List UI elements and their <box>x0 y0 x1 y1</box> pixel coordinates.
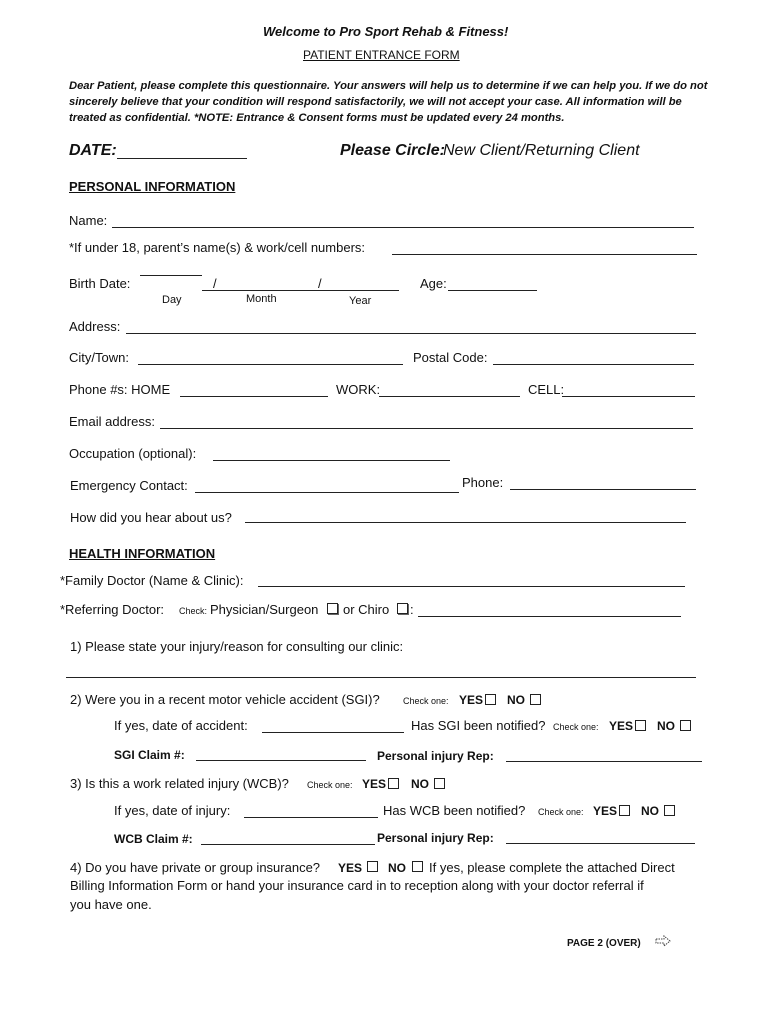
q4-instruction-line-3: you have one. <box>70 897 152 912</box>
age-label: Age: <box>420 276 447 291</box>
q3-label: 3) Is this a work related injury (WCB)? <box>70 776 289 791</box>
q4-yes-label: YES <box>338 861 363 875</box>
q4-label: 4) Do you have private or group insurance? <box>70 860 321 875</box>
q4-yes-checkbox[interactable] <box>367 861 378 872</box>
chiro-option-label: or Chiro <box>343 602 390 617</box>
q4-no-label: NO <box>388 861 406 875</box>
page-number: PAGE 2 (OVER) <box>567 938 641 949</box>
q2-notified-no-label: NO <box>657 719 675 733</box>
q2-notified-check-one-caption: Check one: <box>553 722 599 732</box>
email-field[interactable] <box>160 428 693 429</box>
q2-label: 2) Were you in a recent motor vehicle accident (SGI)? <box>70 692 380 707</box>
birth-date-label: Birth Date: <box>69 276 131 291</box>
intro-paragraph: Dear Patient, please complete this questionnaire. Your answers will help us to determine if we can help you. If we do not sincerely believe that your condition will respond satisfactorily, we will not accept your case. All information will be treated as confidential. *NOTE: Entrance & Consent forms must be updated every 24 months. <box>69 80 708 124</box>
wcb-personal-rep-field[interactable] <box>506 843 695 844</box>
q2-date-field[interactable] <box>262 732 404 733</box>
q2-yes-label: YES <box>459 693 484 707</box>
sgi-personal-rep-field[interactable] <box>506 761 702 762</box>
name-field[interactable] <box>112 227 694 228</box>
referring-doctor-label: *Referring Doctor: <box>60 602 165 617</box>
q2-no-label: NO <box>507 693 525 707</box>
phone-cell-field[interactable] <box>562 396 695 397</box>
q4-instruction-line-2: Billing Information Form or hand your insurance card in to reception along with your doctor referral if <box>70 878 644 893</box>
postal-label: Postal Code: <box>413 350 488 365</box>
chiro-checkbox[interactable] <box>397 603 408 614</box>
phone-cell-label: CELL: <box>528 382 565 397</box>
q3-date-field[interactable] <box>244 817 378 818</box>
personal-info-heading: PERSONAL INFORMATION <box>69 179 236 194</box>
form-title: PATIENT ENTRANCE FORM <box>303 48 460 62</box>
address-label: Address: <box>69 319 121 334</box>
referring-doctor-field[interactable] <box>418 616 681 617</box>
address-field[interactable] <box>126 333 696 334</box>
q4-instruction: If yes, please complete the attached Direct <box>429 860 675 875</box>
q3-notified-label: Has WCB been notified? <box>383 803 526 818</box>
emergency-contact-field[interactable] <box>195 492 459 493</box>
emergency-phone-field[interactable] <box>510 489 696 490</box>
birth-date-overline <box>140 275 202 276</box>
please-circle-label: Please Circle: <box>340 142 445 159</box>
q2-notified-yes-checkbox[interactable] <box>635 720 646 731</box>
next-page-arrow-icon <box>655 935 671 947</box>
birth-date-slash-1: / <box>213 276 217 291</box>
sgi-claim-field[interactable] <box>196 760 366 761</box>
parent-field[interactable] <box>392 254 697 255</box>
wcb-claim-label: WCB Claim #: <box>114 832 193 846</box>
q2-date-label: If yes, date of accident: <box>114 718 248 733</box>
q2-notified-yes-label: YES <box>609 719 634 733</box>
city-field[interactable] <box>138 364 403 365</box>
physician-checkbox[interactable] <box>327 603 338 614</box>
emergency-phone-label: Phone: <box>462 475 504 490</box>
q3-yes-label: YES <box>362 777 387 791</box>
q3-notified-no-checkbox[interactable] <box>664 805 675 816</box>
age-field[interactable] <box>448 290 537 291</box>
q1-answer-field[interactable] <box>66 677 696 678</box>
day-caption: Day <box>162 294 182 306</box>
city-label: City/Town: <box>69 350 129 365</box>
postal-field[interactable] <box>493 364 694 365</box>
name-label: Name: <box>69 213 108 228</box>
physician-option-label: Physician/Surgeon <box>210 602 319 617</box>
wcb-claim-field[interactable] <box>201 844 375 845</box>
phone-home-label: Phone #s: HOME <box>69 382 171 397</box>
sgi-personal-rep-label: Personal injury Rep: <box>377 749 494 763</box>
month-caption: Month <box>246 293 277 305</box>
q3-yes-checkbox[interactable] <box>388 778 399 789</box>
q3-no-label: NO <box>411 777 429 791</box>
q2-yes-checkbox[interactable] <box>485 694 496 705</box>
q3-date-label: If yes, date of injury: <box>114 803 231 818</box>
birth-date-field[interactable] <box>202 290 399 291</box>
birth-date-slash-2: / <box>318 276 322 291</box>
occupation-field[interactable] <box>213 460 450 461</box>
wcb-personal-rep-label: Personal injury Rep: <box>377 831 494 845</box>
phone-work-field[interactable] <box>379 396 520 397</box>
q2-notified-no-checkbox[interactable] <box>680 720 691 731</box>
occupation-label: Occupation (optional): <box>69 446 197 461</box>
date-field[interactable] <box>117 158 247 159</box>
hear-about-label: How did you hear about us? <box>70 510 232 525</box>
welcome-heading: Welcome to Pro Sport Rehab & Fitness! <box>263 24 509 39</box>
q3-no-checkbox[interactable] <box>434 778 445 789</box>
email-label: Email address: <box>69 414 155 429</box>
sgi-claim-label: SGI Claim #: <box>114 748 185 762</box>
q3-notified-check-one-caption: Check one: <box>538 807 584 817</box>
q2-check-one-caption: Check one: <box>403 696 449 706</box>
q1-label: 1) Please state your injury/reason for consulting our clinic: <box>70 639 404 654</box>
parent-label: *If under 18, parent’s name(s) & work/cell numbers: <box>69 240 366 255</box>
hear-about-field[interactable] <box>245 522 686 523</box>
family-doctor-label: *Family Doctor (Name & Clinic): <box>60 573 244 588</box>
check-caption: Check: <box>179 606 208 616</box>
q4-no-checkbox[interactable] <box>412 861 423 872</box>
q3-notified-yes-checkbox[interactable] <box>619 805 630 816</box>
family-doctor-field[interactable] <box>258 586 685 587</box>
q3-notified-yes-label: YES <box>593 804 618 818</box>
year-caption: Year <box>349 295 372 307</box>
q3-notified-no-label: NO <box>641 804 659 818</box>
phone-work-label: WORK: <box>336 382 381 397</box>
referring-colon: : <box>410 602 414 617</box>
client-type-options[interactable]: New Client/Returning Client <box>443 142 640 159</box>
phone-home-field[interactable] <box>180 396 328 397</box>
q2-notified-label: Has SGI been notified? <box>411 718 546 733</box>
health-info-heading: HEALTH INFORMATION <box>69 546 216 561</box>
date-label: DATE: <box>69 142 117 159</box>
q3-check-one-caption: Check one: <box>307 780 353 790</box>
emergency-contact-label: Emergency Contact: <box>70 478 188 493</box>
q2-no-checkbox[interactable] <box>530 694 541 705</box>
